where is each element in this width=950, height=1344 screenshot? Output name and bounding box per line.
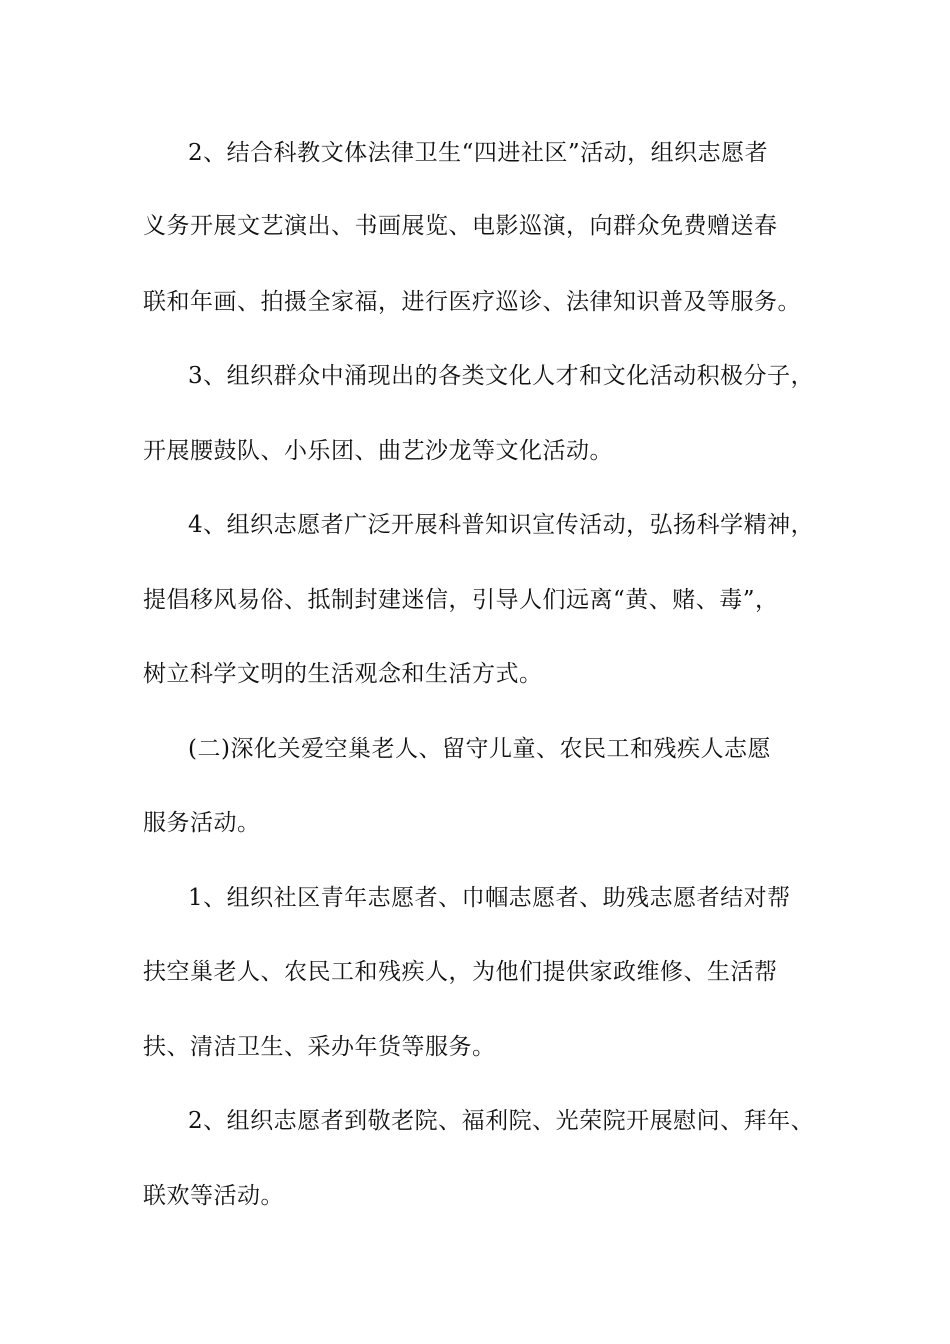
paragraph-item-2-line-2: 义务开展文艺演出、书画展览、电影巡演，向群众免费赠送春 [143, 213, 778, 239]
paragraph-sub-1-line-1: 1、组织社区青年志愿者、巾帼志愿者、助残志愿者结对帮 [188, 885, 791, 911]
paragraph-item-2-line-3: 联和年画、拍摄全家福，进行医疗巡诊、法律知识普及等服务。 [143, 289, 801, 315]
paragraph-sub-2-line-2: 联欢等活动。 [143, 1183, 284, 1209]
section-heading-line-2: 服务活动。 [143, 810, 261, 836]
paragraph-item-3-line-2: 开展腰鼓队、小乐团、曲艺沙龙等文化活动。 [143, 438, 613, 464]
paragraph-item-4-line-2: 提倡移风易俗、抵制封建迷信，引导人们远离“黄、赌、毒”， [143, 587, 779, 613]
section-heading-line-1: (二)深化关爱空巢老人、留守儿童、农民工和残疾人志愿 [188, 736, 771, 762]
paragraph-sub-1-line-3: 扶、清洁卫生、采办年货等服务。 [143, 1034, 496, 1060]
paragraph-item-2-line-1: 2、结合科教文体法律卫生“四进社区”活动，组织志愿者 [188, 140, 769, 166]
paragraph-item-3-line-1: 3、组织群众中涌现出的各类文化人才和文化活动积极分子， [188, 363, 815, 389]
paragraph-sub-1-line-2: 扶空巢老人、农民工和残疾人，为他们提供家政维修、生活帮 [143, 959, 778, 985]
paragraph-item-4-line-3: 树立科学文明的生活观念和生活方式。 [143, 661, 543, 687]
paragraph-item-4-line-1: 4、组织志愿者广泛开展科普知识宣传活动，弘扬科学精神， [188, 512, 815, 538]
paragraph-sub-2-line-1: 2、组织志愿者到敬老院、福利院、光荣院开展慰问、拜年、 [188, 1108, 815, 1134]
